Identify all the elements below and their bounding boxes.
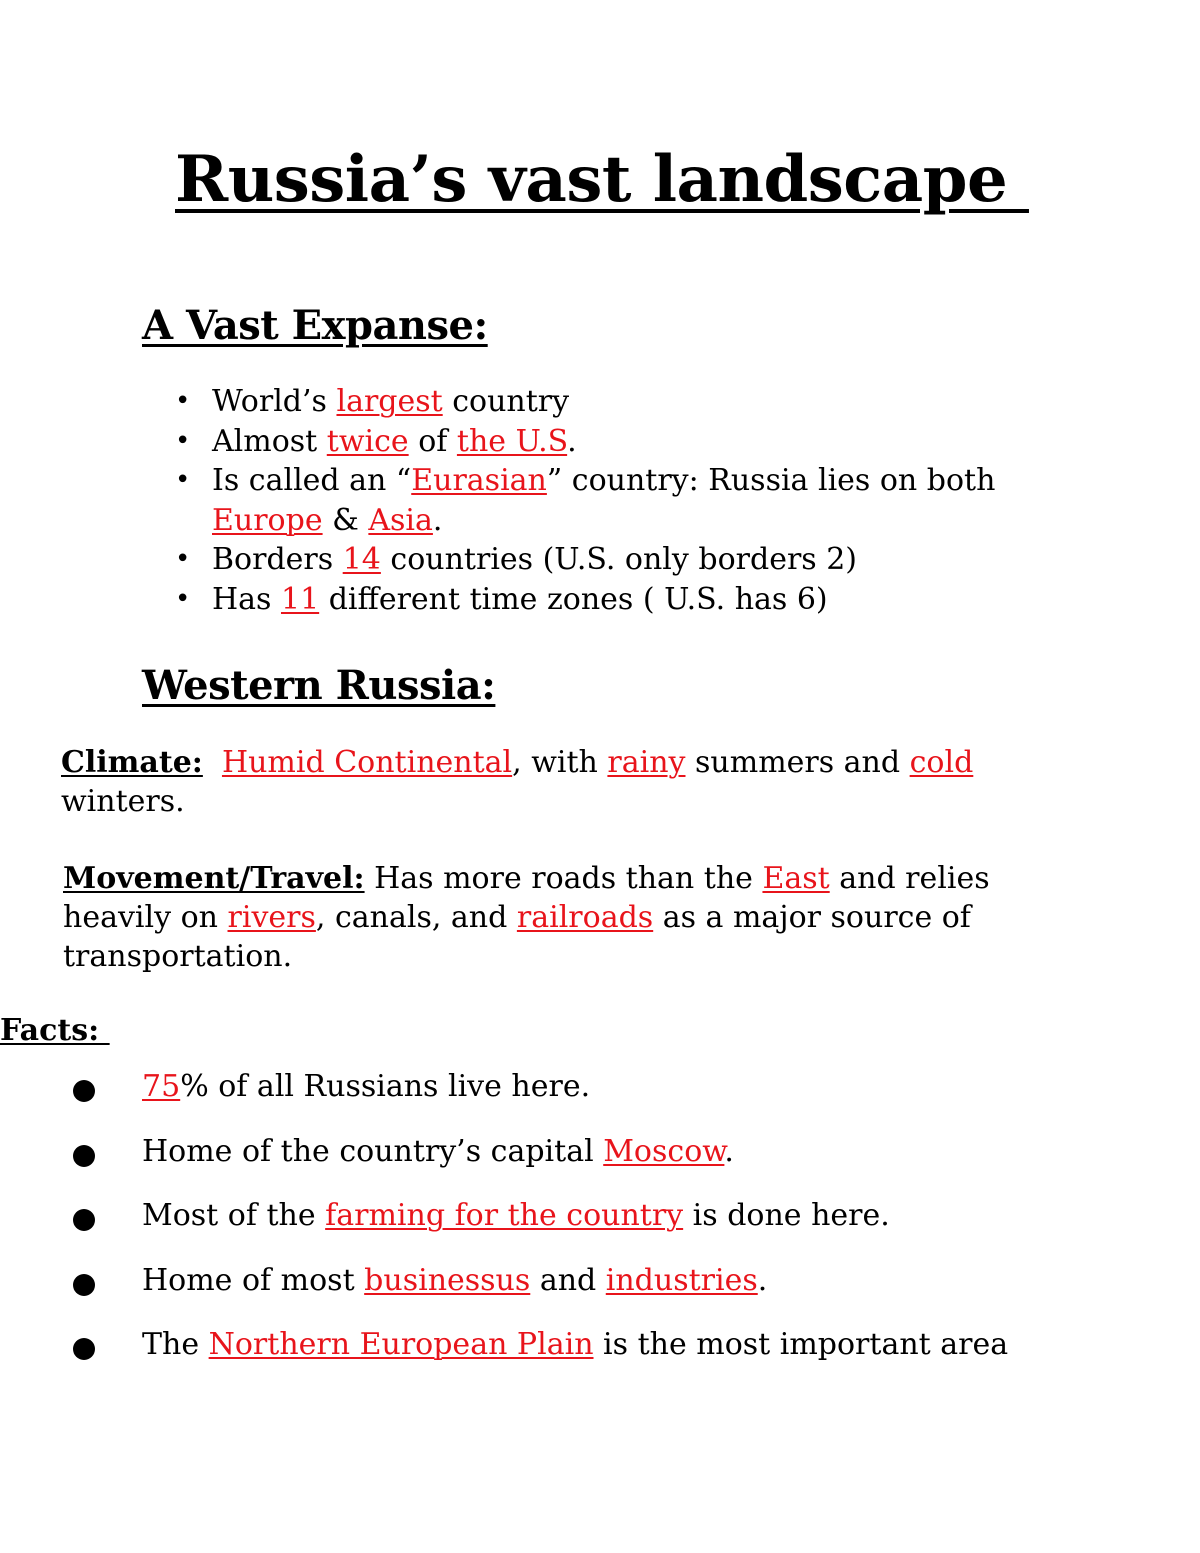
bullet-dot-icon (73, 1274, 95, 1296)
highlight-term: Humid Continental (221, 745, 513, 780)
highlight-term: Eurasian (411, 463, 547, 498)
vast-expanse-list (175, 382, 1075, 619)
list-item: The Northern European Plain is the most important area (0, 1324, 1200, 1389)
movement-paragraph: Movement/Travel: Has more roads than the East and relies heavily on rivers, canals, and railroads as a major source of transportation. (63, 861, 990, 974)
highlight-term: Europe (212, 502, 323, 538)
highlight-term: rainy (607, 745, 686, 780)
highlight-term: 11 (280, 581, 320, 617)
highlight-term: rivers (227, 900, 316, 935)
highlight-term: businessus (364, 1262, 531, 1298)
bullet-dot-icon (73, 1338, 95, 1360)
highlight-term: industries (605, 1262, 758, 1298)
list-item: • Has 11 different time zones ( U.S. has 6) (175, 580, 1032, 620)
highlight-term: farming for the country (325, 1198, 684, 1233)
highlight-term: Asia (368, 502, 433, 538)
section-heading-western-russia: Western Russia: (142, 662, 496, 709)
highlight-term: 75 (142, 1069, 181, 1104)
facts-label: Facts: (0, 1013, 110, 1048)
list-item: • World’s largest country (175, 382, 1032, 422)
highlight-term: East (762, 861, 830, 896)
highlight-term: Northern European Plain (208, 1327, 594, 1362)
highlight-term: the U.S (456, 423, 568, 459)
highlight-term: twice (326, 423, 409, 459)
highlight-term: 14 (342, 542, 381, 577)
bullet-dot-icon (73, 1209, 95, 1231)
list-item: Home of the country’s capital Moscow. (0, 1131, 1200, 1196)
list-item: Most of the farming for the country is done here. (0, 1195, 1200, 1260)
highlight-term: Moscow (603, 1133, 725, 1169)
facts-list (0, 1066, 1200, 1389)
climate-paragraph: Climate: Humid Continental, with rainy summers and cold winters. (61, 745, 974, 819)
movement-label: Movement/Travel: (63, 861, 365, 896)
highlight-term: largest (336, 384, 443, 419)
list-item: • Is called an “Eurasian” country: Russia lies on both Europe & Asia. (175, 461, 1032, 540)
list-item: Home of most businessus and industries. (0, 1260, 1200, 1325)
list-item: • Borders 14 countries (U.S. only borders 2) (175, 540, 1032, 580)
list-item: 75% of all Russians live here. (0, 1066, 1200, 1131)
climate-label: Climate: (61, 745, 203, 780)
bullet-dot-icon (73, 1080, 95, 1102)
page-title: Russia’s vast landscape (175, 142, 1029, 217)
section-heading-vast-expanse: A Vast Expanse: (142, 302, 488, 349)
bullet-dot-icon (73, 1145, 95, 1167)
highlight-term: railroads (516, 900, 654, 935)
list-item: • Almost twice of the U.S. (175, 422, 1032, 462)
highlight-term: cold (909, 745, 974, 780)
